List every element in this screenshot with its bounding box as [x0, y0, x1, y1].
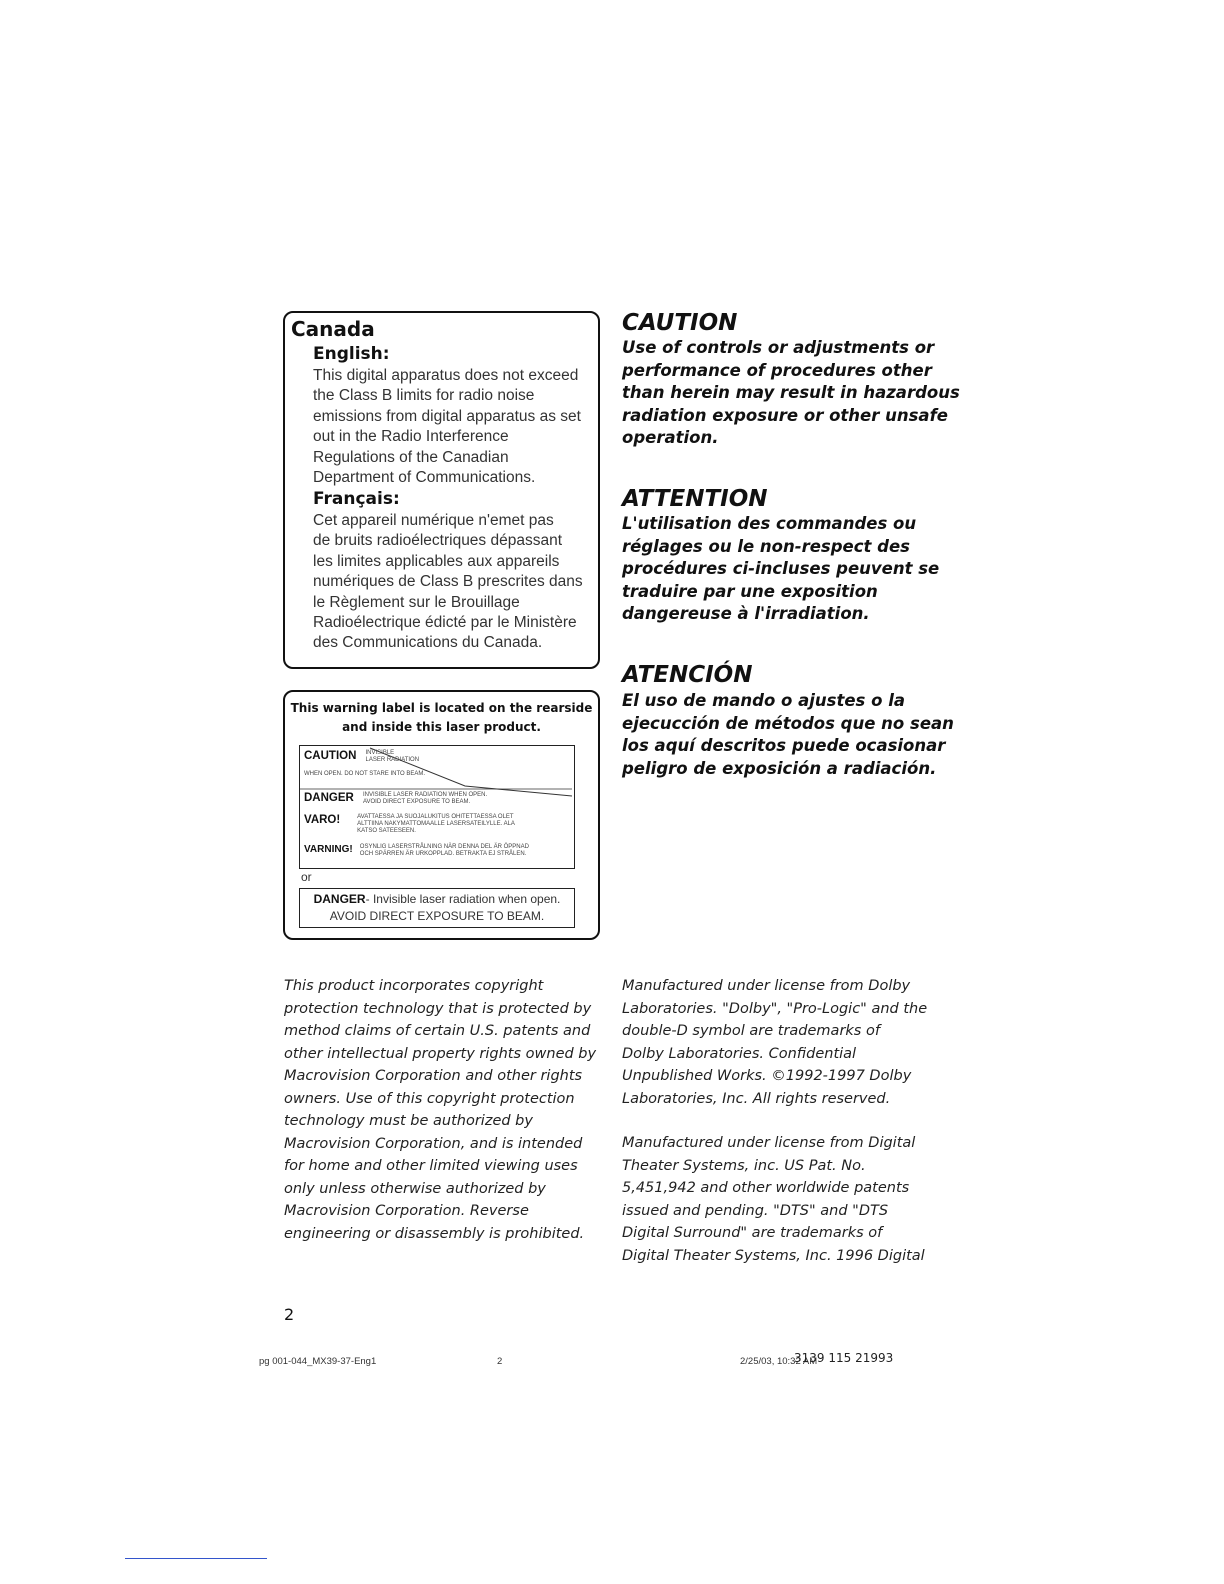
atencion-text: El uso de mando o ajustes o la ejecucción de métodos que no sean los aquí descritos puede ocasionar peligro de exposición a radiación.: [622, 691, 954, 778]
laser-warning-label: CAUTION INVISIBLE LASER RADIATION WHEN OPEN. DO NOT STARE INTO BEAM. DANGER INVISIBLE LASER RADIATION WHEN OPEN. AVOID DIRECT EXPOSURE TO BEAM. VARO! AVATTAESSA JA SUOJALUKITUS OHITETTAESSA OLET ALTTIINA NAKYMATTOMAALLE LASERSATEILYLLE. ALA KATSO SATEESEEN. VARNING! OSYNLIG LASERSTRÅLNING NÄR DENNA DEL ÄR ÖPPNAD OCH SPÄRREN ÄR URKOPPLAD. BETRAKTA EJ STRÅLEN.: [299, 745, 575, 869]
footer-code: 3139 115 21993: [794, 1351, 894, 1365]
macrovision-notice: This product incorporates copyright protection technology that is protected by method claims of certain U.S. patents and other intellectual property rights owned by Macrovision Corporation and other rights owners. Use of this copyright protection technology must be authorized by Macrovision Corporation, and is intended for home and other limited viewing uses only unless otherwise authorized by Macrovision Corporation. Reverse engineering or disassembly is prohibited.: [284, 978, 597, 1242]
label-row-caution: CAUTION INVISIBLE LASER RADIATION: [304, 750, 420, 763]
label-word-danger: DANGER: [304, 792, 354, 804]
footer-filename: pg 001-044_MX39-37-Eng1: [259, 1356, 377, 1367]
bottom-rule: [125, 1558, 267, 1559]
label-row-varo: VARO! AVATTAESSA JA SUOJALUKITUS OHITETTAESSA OLET ALTTIINA NAKYMATTOMAALLE LASERSATEILYLLE. ALA KATSO SATEESEEN.: [304, 814, 515, 834]
or-separator: or: [301, 870, 312, 884]
english-paragraph: This digital apparatus does not exceed the Class B limits for radio noise emissions from digital apparatus as set out in the Radio Interference Regulations of the Canadian Department of Communications.: [313, 367, 581, 487]
dts-notice: Manufactured under license from Digital Theater Systems, inc. US Pat. No. 5,451,942 and other worldwide patents issued and pending. "DTS" and "DTS Digital Surround" are trademarks of Digital Theater Systems, Inc. 1996 Digital: [622, 1135, 925, 1264]
footer-timestamp: 2/25/03, 10:32 AM: [740, 1356, 818, 1367]
danger-label: DANGER- Invisible laser radiation when open. AVOID DIRECT EXPOSURE TO BEAM.: [299, 888, 575, 928]
label-word-varning: VARNING!: [304, 844, 353, 855]
page-number: 2: [284, 1305, 295, 1324]
label-word-caution: CAUTION: [304, 750, 357, 762]
atencion-heading: ATENCIÓN: [622, 662, 753, 688]
canada-notice-box: [283, 311, 600, 669]
label-intro: This warning label is located on the rearside and inside this laser product.: [290, 701, 593, 734]
canada-title: Canada: [291, 317, 375, 341]
french-heading: Français:: [313, 489, 400, 509]
attention-heading: ATTENTION: [622, 486, 768, 512]
danger-word: DANGER: [313, 892, 366, 906]
footer-page: 2: [497, 1356, 503, 1367]
caution-text: Use of controls or adjustments or performance of procedures other than herein may result in hazardous radiation exposure or other unsafe operation.: [622, 338, 960, 448]
attention-text: L'utilisation des commandes ou réglages ou le non-respect des procédures ci-incluses peuvent se traduire par une exposition dangereuse à l'irradiation.: [622, 514, 940, 624]
label-word-varo: VARO!: [304, 814, 341, 826]
french-paragraph: Cet appareil numérique n'emet pas de bruits radioélectriques dépassant les limites applicables aux appareils numériques de Class B prescrites dans le Règlement sur le Brouillage Radioélectrique édicté par le Ministère des Communications du Canada.: [313, 512, 583, 652]
label-row-varning: VARNING! OSYNLIG LASERSTRÅLNING NÄR DENNA DEL ÄR ÖPPNAD OCH SPÄRREN ÄR URKOPPLAD. BETRAKTA EJ STRÅLEN.: [304, 844, 529, 857]
dolby-notice: Manufactured under license from Dolby Laboratories. "Dolby", "Pro-Logic" and the double-D symbol are trademarks of Dolby Laboratories. Confidential Unpublished Works. ©1992-1997 Dolby Laboratories, Inc. All rights reserved.: [622, 978, 928, 1107]
caution-heading: CAUTION: [622, 310, 738, 336]
english-heading: English:: [313, 344, 390, 364]
laser-warning-box: [283, 690, 600, 940]
label-row-danger: DANGER INVISIBLE LASER RADIATION WHEN OPEN. AVOID DIRECT EXPOSURE TO BEAM.: [304, 792, 488, 805]
